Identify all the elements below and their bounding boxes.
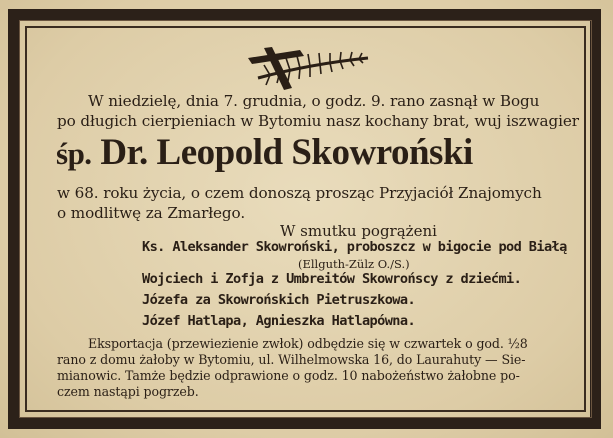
age-line-2: o modlitwę za Zmarłego. (57, 204, 246, 222)
family-member-1-location: (Ellguth-Zülz O./S.) (298, 257, 410, 271)
funeral-line-1: Eksportacja (przewiezienie zwłok) odbędzie się w czwartek o god. ½8 (88, 336, 528, 351)
family-member-2: Wojciech i Zofja z Umbreitów Skowrońscy z dziećmi. (142, 271, 522, 287)
funeral-line-3: mianowic. Tamże będzie odprawione o godz. 10 nabożeństwo żałobne po- (57, 368, 520, 383)
funeral-line-4: czem nastąpi pogrzeb. (57, 384, 199, 399)
name-text: Dr. Leopold Skowroński (100, 132, 473, 173)
intro-line-1: W niedzielę, dnia 7. grudnia, o godz. 9. rano zasnął w Bogu (88, 92, 540, 110)
funeral-line-2: rano z domu żałoby w Bytomiu, ul. Wilhelmowska 16, do Laurahuty — Sie- (57, 352, 526, 367)
mourning-heading: W smutku pogrążeni (280, 222, 437, 240)
family-member-1: Ks. Aleksander Skowroński, proboszcz w bigocie pod Białą (142, 239, 567, 255)
age-line-1: w 68. roku życia, o czem donoszą prosząc Przyjaciół Znajomych (57, 184, 542, 202)
family-member-3: Józefa za Skowrońskich Pietruszkowa. (142, 292, 416, 308)
deceased-name (56, 131, 473, 179)
intro-line-2: po długich cierpieniach w Bytomiu nasz kochany brat, wuj iszwagier (57, 112, 579, 130)
name-prefix: śp. (56, 136, 92, 171)
family-member-4: Józef Hatlapa, Agnieszka Hatlapówna. (142, 313, 416, 329)
